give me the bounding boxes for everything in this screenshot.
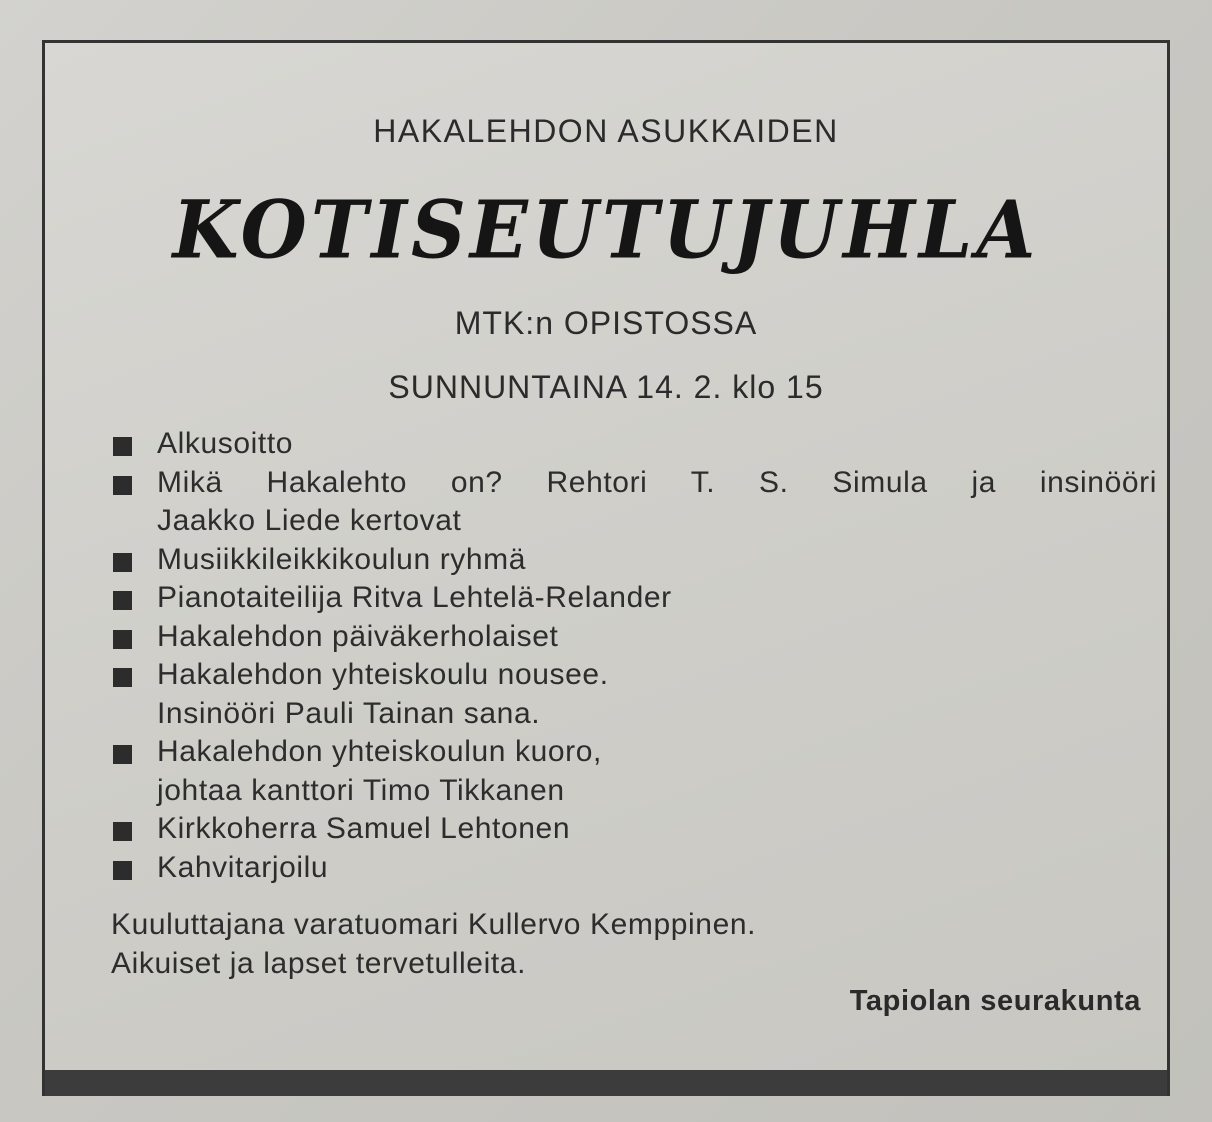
- program-item-text: Kirkkoherra Samuel Lehtonen: [157, 812, 571, 845]
- square-bullet-icon: [113, 630, 132, 649]
- square-bullet-icon: [113, 822, 132, 841]
- event-date: SUNNUNTAINA 14. 2. klo 15: [388, 369, 824, 405]
- program-item-text: Hakalehdon yhteiskoulun kuoro,: [157, 735, 602, 768]
- square-bullet-icon: [113, 553, 132, 572]
- program-item-text: Insinööri Pauli Tainan sana.: [157, 696, 541, 730]
- program-item: [111, 849, 1157, 888]
- announcement-box: [42, 40, 1170, 1096]
- footer-text: [111, 905, 756, 983]
- program-item: [111, 733, 1157, 810]
- square-bullet-icon: [113, 591, 132, 610]
- program-item: [111, 425, 1157, 464]
- event-venue: MTK:n OPISTOSSA: [454, 305, 758, 341]
- bottom-rule: [45, 1070, 1167, 1096]
- square-bullet-icon: [113, 476, 132, 495]
- program-item-text: Musiikkileikkikoulun ryhmä: [157, 542, 527, 576]
- square-bullet-icon: [113, 668, 132, 687]
- program-item-text: Jaakko Liede kertovat: [157, 504, 462, 537]
- square-bullet-icon: [113, 861, 132, 880]
- organizer-signature: Tapiolan seurakunta: [849, 985, 1141, 1017]
- square-bullet-icon: [113, 437, 132, 456]
- program-item-text: Alkusoitto: [157, 427, 294, 460]
- program-list: [111, 425, 1157, 887]
- program-item-text: Kahvitarjoilu: [157, 850, 329, 884]
- announcer-line: Kuuluttajana varatuomari Kullervo Kemppinen.: [111, 908, 757, 941]
- program-item-text: Hakalehdon päiväkerholaiset: [157, 619, 559, 653]
- square-bullet-icon: [113, 745, 132, 764]
- program-item: [111, 656, 1157, 733]
- event-title: KOTISEUTUJUHLA: [172, 182, 1040, 277]
- event-subtitle: HAKALEHDON ASUKKAIDEN: [373, 113, 839, 149]
- welcome-line: Aikuiset ja lapset tervetulleita.: [111, 947, 526, 980]
- program-item: [111, 541, 1157, 580]
- program-item: [111, 810, 1157, 849]
- program-item: [111, 464, 1157, 541]
- program-item: [111, 579, 1157, 618]
- program-item-text: Pianotaiteilija Ritva Lehtelä-Relander: [157, 581, 672, 614]
- program-item-text: johtaa kanttori Timo Tikkanen: [157, 773, 565, 807]
- program-item-text: Hakalehdon yhteiskoulu nousee.: [157, 658, 609, 691]
- program-item: [111, 618, 1157, 657]
- program-item-text: Mikä Hakalehto on? Rehtori T. S. Simula ja insinööri: [157, 465, 1157, 499]
